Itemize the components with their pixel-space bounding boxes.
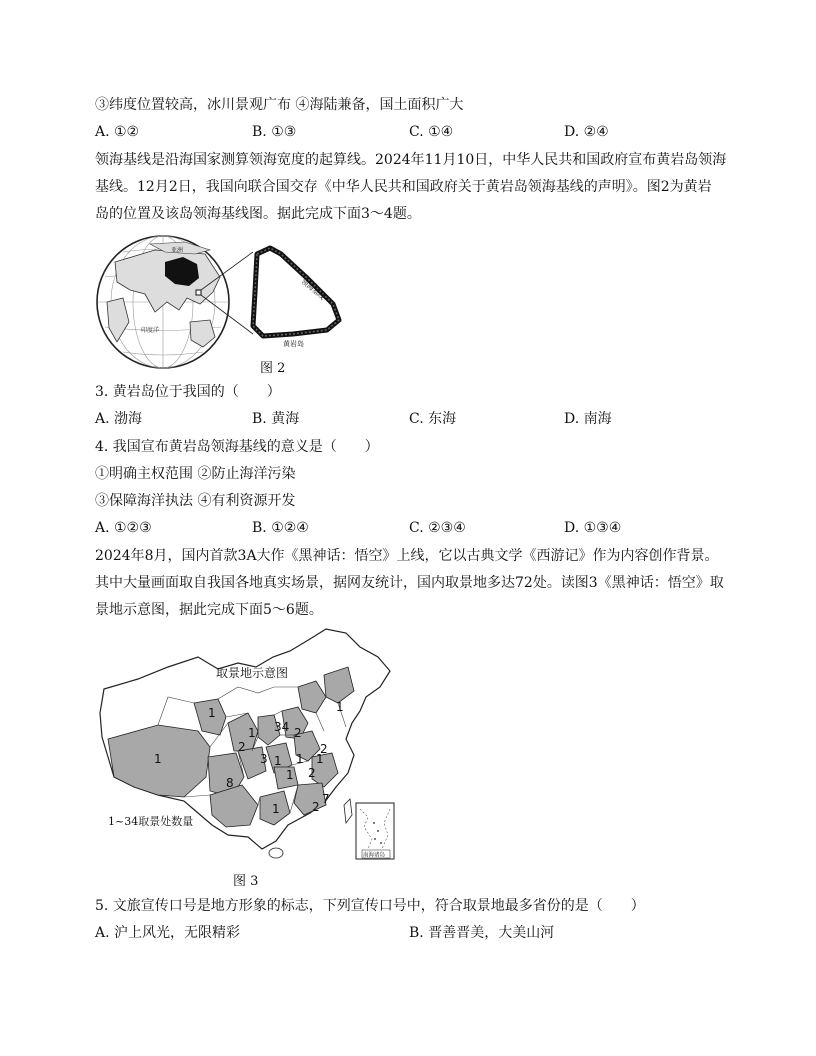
q3-option-c[interactable]: C. 东海 [409,411,457,427]
count-label: 1 [208,706,216,720]
q2-option-b[interactable]: B. ①③ [252,124,297,140]
baseline-label: 领海基线 [299,277,327,302]
passage2-line3: 景地示意图，据此完成下面5～6题。 [95,602,323,618]
count-label: 7 [322,792,330,806]
figure-2-caption: 图 2 [260,361,286,376]
passage1-line1: 领海基线是沿海国家测算领海宽度的起算线。2024年11月10日，中华人民共和国政府宣布黄岩岛领海 [95,152,727,168]
figure-3-map-title: 取景地示意图 [216,666,289,680]
figure-2 [95,232,355,377]
south-china-sea-inset [356,803,394,859]
q5-option-a[interactable]: A. 沪上风光，无限精彩 [95,925,241,941]
q4-option-a[interactable]: A. ①②③ [95,520,152,536]
inset-label: 南海诸岛 [363,852,386,859]
q4-statement-line1: ①明确主权范围 ②防止海洋污染 [95,466,296,482]
q5-stem: 5. 文旅宣传口号是地方形象的标志，下列宣传口号中，符合取景地最多省份的是（ ） [95,898,645,914]
island-label: 黄岩岛 [283,340,304,348]
count-label: 1 [154,752,162,766]
q3-stem: 3. 黄岩岛位于我国的（ ） [95,384,281,400]
count-label: 1 [248,726,256,740]
globe-label-indian-ocean: 印度洋 [141,327,160,334]
count-label: 2 [312,800,320,814]
q2-option-c[interactable]: C. ①④ [409,124,454,140]
q4-stem: 4. 我国宣布黄岩岛领海基线的意义是（ ） [95,439,379,455]
island-baseline-drawing [253,248,339,348]
passage2-line2: 其中大量画面取自我国各地真实场景，据网友统计，国内取景地多达72处。读图3《黑神话：悟空》取 [95,575,724,591]
figure-3 [98,627,398,863]
count-label: 2 [238,740,246,754]
count-label: 1 [274,754,282,768]
count-label: 8 [226,776,234,790]
q4-option-c[interactable]: C. ②③④ [409,520,466,536]
count-label: 1 [296,752,304,766]
q5-option-b[interactable]: B. 晋善晋美，大美山河 [409,925,555,941]
figure-3-caption: 图 3 [233,874,259,889]
globe-label-asia: 亚洲 [171,247,184,254]
count-label: 3 [260,752,268,766]
q2-statement-line: ③纬度位置较高，冰川景观广布 ④海陆兼备，国土面积广大 [95,97,464,113]
passage2-line1: 2024年8月，国内首款3A大作《黑神话：悟空》上线，它以古典文学《西游记》作为内容创作背景。 [95,548,719,564]
q4-option-d[interactable]: D. ①③④ [564,520,622,536]
figure-2-svg [95,232,355,377]
figure-3-svg [98,627,398,863]
count-label: 1 [316,752,324,766]
q4-statement-line2: ③保障海洋执法 ④有利资源开发 [95,493,296,509]
count-label: 34 [274,720,290,734]
q3-option-d[interactable]: D. 南海 [564,411,612,427]
count-label: 2 [294,726,302,740]
passage1-line2: 基线。12月2日，我国向联合国交存《中华人民共和国政府关于黄岩岛领海基线的声明》。图2为黄岩 [95,179,712,195]
figure-3-legend: 1~34取景处数量 [108,815,194,828]
q3-option-b[interactable]: B. 黄海 [252,411,300,427]
count-label: 2 [320,742,328,756]
q4-option-b[interactable]: B. ①②④ [252,520,309,536]
passage1-line3: 岛的位置及该岛领海基线图。据此完成下面3～4题。 [95,206,421,222]
q2-option-d[interactable]: D. ②④ [564,124,609,140]
count-label: 2 [308,766,316,780]
globe [97,236,229,368]
q3-option-a[interactable]: A. 渤海 [95,411,143,427]
q2-option-a[interactable]: A. ①② [95,124,140,140]
count-label: 1 [272,802,280,816]
count-label: 1 [286,768,294,782]
count-label: 1 [336,700,344,714]
